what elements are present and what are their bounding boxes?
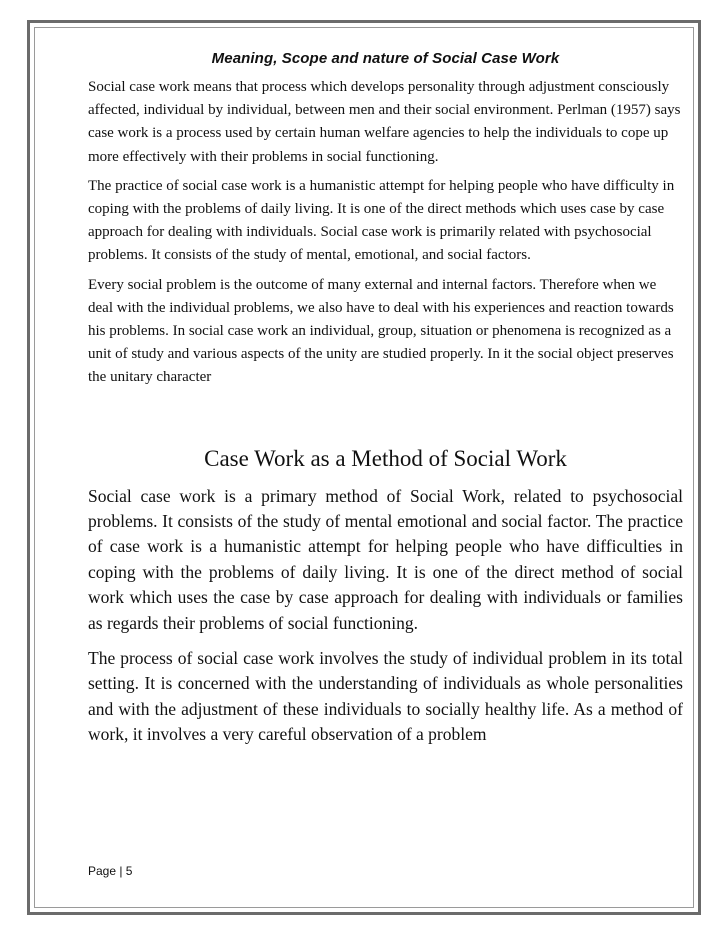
intro-paragraph-1: Social case work means that process which develops personality through adjustment consciously affected, individual by individual, between men and their social environment. Perlman (1957) says case work is a process used by certain human welfare agencies to help the individuals to cope up more effectively with their problems in social functioning. (88, 79, 681, 165)
section-paragraph-2: The process of social case work involves the study of individual problem in its total setting. It is concerned with the understanding of individuals as whole personalities and with the adjustment of these individuals to socially healthy life. As a method of work, it involves a very careful observation of a problem (88, 648, 683, 745)
section-heading: Case Work as a Method of Social Work (204, 445, 567, 471)
document-heading: Meaning, Scope and nature of Social Case Work (211, 50, 560, 67)
page-content (88, 48, 683, 758)
section-paragraph-1: Social case work is a primary method of Social Work, related to psychosocial problems. It consists of the study of mental emotional and social factor. The practice of case work is a humanistic attempt for helping people who have difficulties in coping with the problems of daily living. It is one of the direct method of social work which uses the case by case approach for dealing with individuals or families as regards their problems of social functioning. (88, 485, 683, 633)
intro-paragraph-3: Every social problem is the outcome of many external and internal factors. Therefore when we deal with the individual problems, we also have to deal with his experiences and reaction towards his problems. In social case work an individual, group, situation or phenomena is recognized as a unit of study and various aspects of the unity are studied properly. In it the social object preserves the unitary character (88, 276, 674, 386)
intro-paragraph-2: The practice of social case work is a humanistic attempt for helping people who have difficulty in coping with the problems of daily living. It is one of the direct methods which uses case by case approach for dealing with individuals. Social case work is primarily related with psychosocial problems. It consists of the study of mental, emotional, and social factors. (88, 177, 675, 264)
page-number-footer: Page | 5 (88, 864, 133, 878)
